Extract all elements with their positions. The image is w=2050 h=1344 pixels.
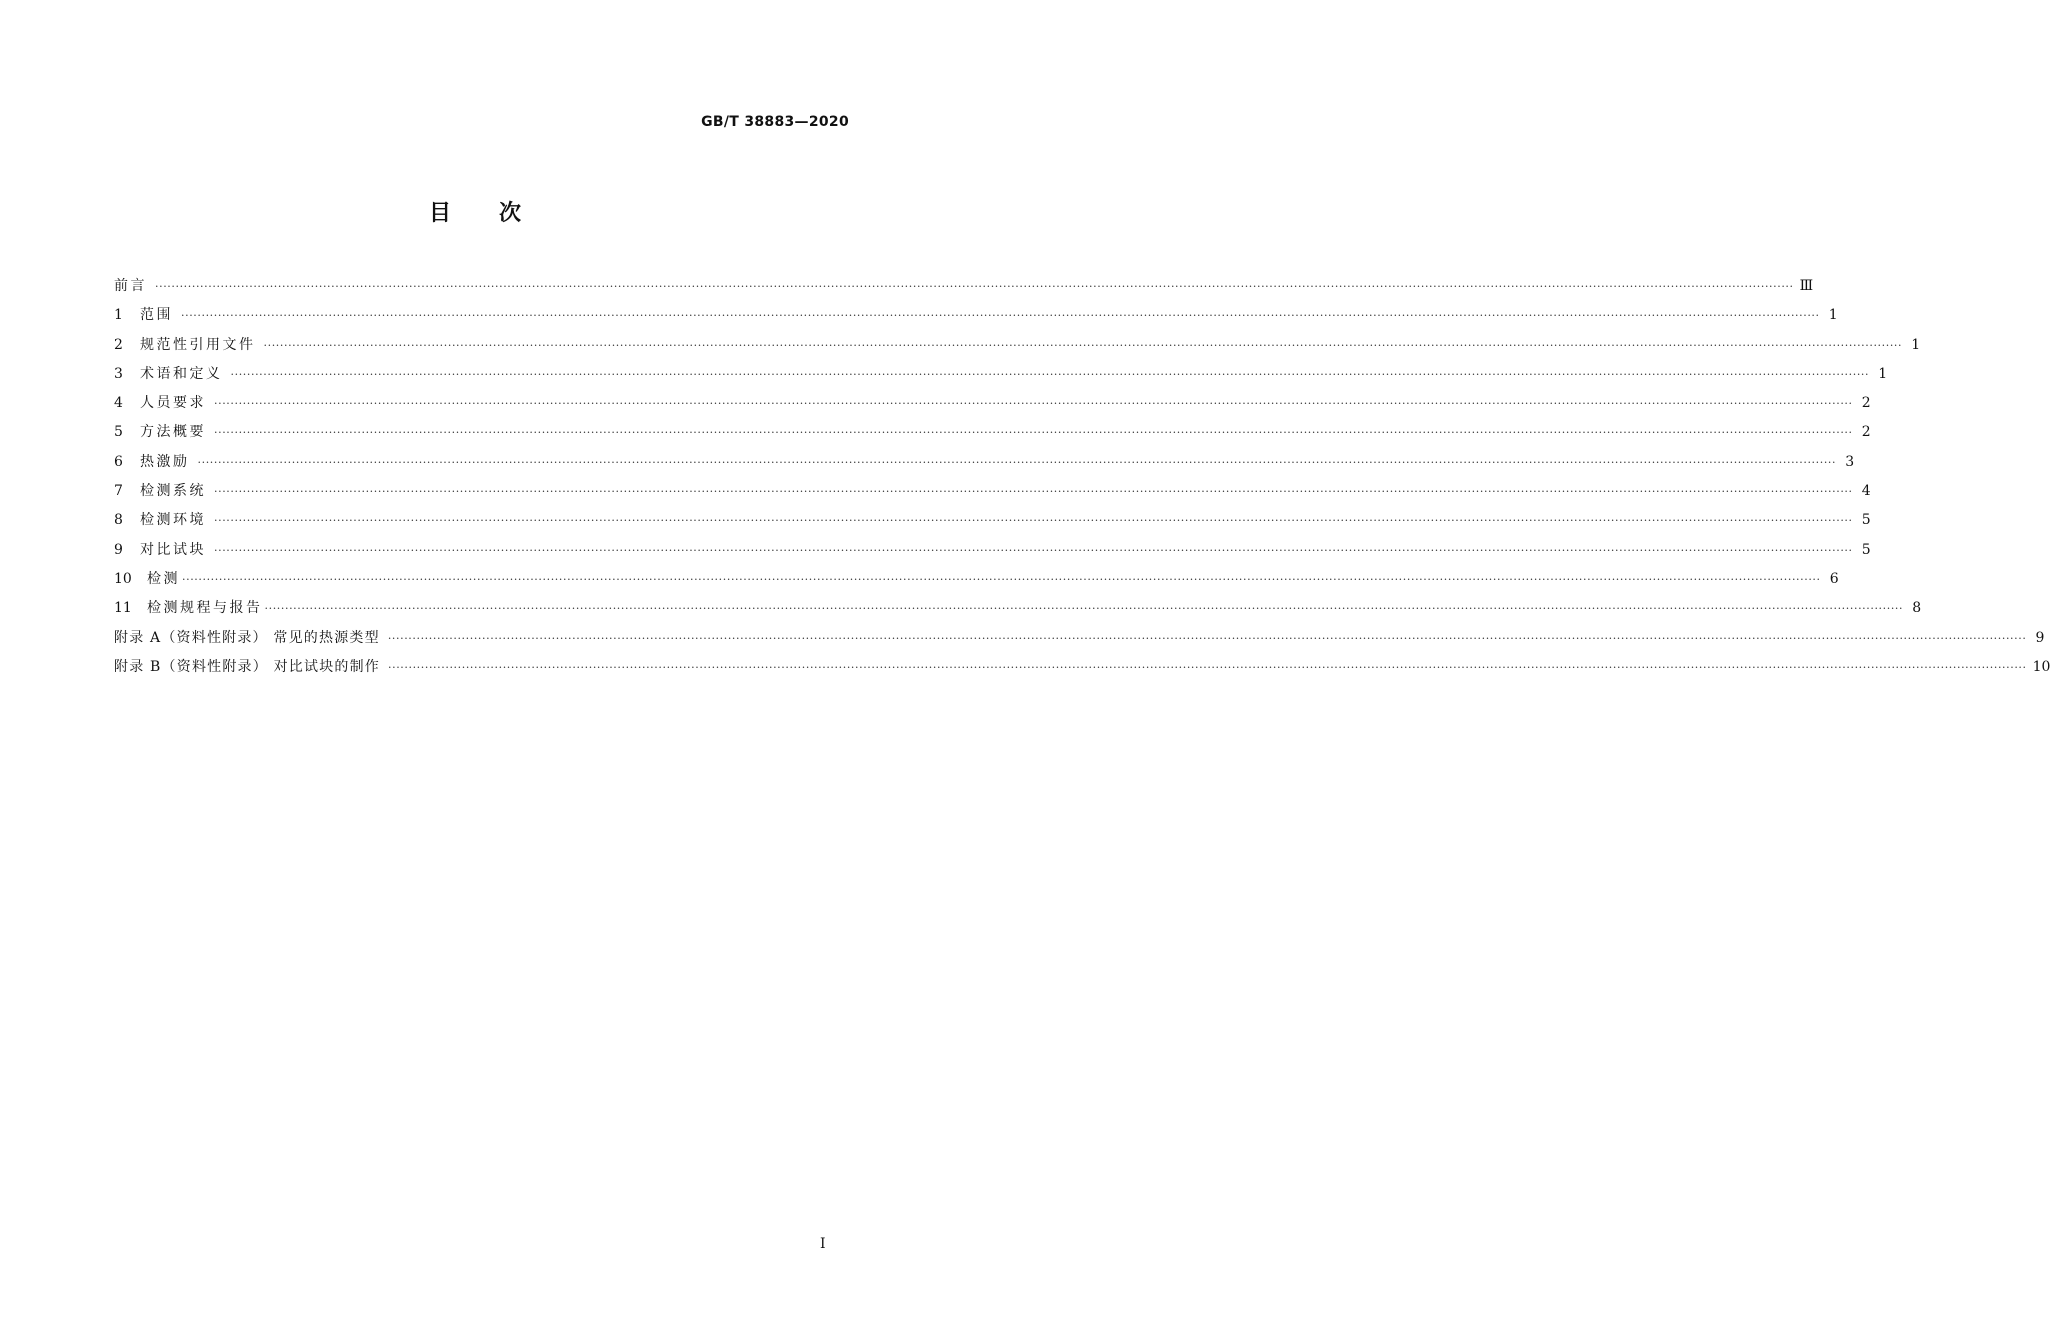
- toc-leader: ················································································································································································································································································································································································································: [387, 631, 2027, 645]
- toc-entry-title: 附录 A（资料性附录） 常见的热源类型: [114, 629, 380, 646]
- toc-entry-page: 6: [1829, 570, 1839, 587]
- toc-entry-number: 1: [114, 307, 123, 324]
- toc-entry-1[interactable]: [114, 301, 1838, 330]
- toc-entry-page: 1: [1878, 365, 1888, 382]
- toc-entry-page: 10: [2032, 658, 2050, 675]
- toc-leader: ················································································································································································································································································································································································································: [182, 572, 1821, 586]
- toc-entry-number: 11: [114, 600, 132, 617]
- toc-entry-title: 前言: [114, 278, 147, 294]
- toc-leader: ················································································································································································································································································································································································································: [214, 485, 1853, 499]
- toc-leader: ················································································································································································································································································································································································································: [214, 397, 1853, 411]
- toc-leader: ················································································································································································································································································································································································································: [214, 543, 1853, 557]
- standard-code: GB/T 38883—2020: [701, 114, 849, 130]
- toc-entry-title: 方法概要: [140, 424, 206, 441]
- toc-leader: ················································································································································································································································································································································································································: [197, 455, 1837, 469]
- toc-entry-title: 术语和定义: [140, 365, 223, 382]
- toc-entry-title: 范围: [140, 307, 173, 324]
- toc-entry-page: 5: [1861, 512, 1871, 529]
- toc-entry-9[interactable]: [114, 536, 1871, 565]
- toc-entry-number: 6: [114, 453, 123, 470]
- toc-entry-number: 10: [114, 570, 132, 587]
- toc-leader: ················································································································································································································································································································································································································: [230, 367, 1870, 381]
- toc-leader: ················································································································································································································································································································································································································: [264, 602, 1904, 616]
- toc-entry-page: 3: [1845, 453, 1855, 470]
- page-title: 目次: [428, 201, 569, 226]
- toc-entry-title: 附录 B（资料性附录） 对比试块的制作: [114, 658, 380, 675]
- toc-entry-10[interactable]: [114, 565, 1839, 594]
- toc-entry-4[interactable]: [114, 389, 1871, 418]
- toc-entry-page: 8: [1912, 600, 1922, 617]
- toc-entry-title: 热激励: [140, 453, 190, 470]
- toc-entry-page: Ⅲ: [1799, 278, 1814, 294]
- toc-entry-2[interactable]: [114, 331, 1921, 360]
- toc-entry-number: 2: [114, 336, 123, 353]
- toc-entry-number: 7: [114, 483, 123, 500]
- toc-entry-11[interactable]: [114, 594, 1922, 623]
- toc-entry-8[interactable]: [114, 506, 1871, 535]
- toc-entry-number: 5: [114, 424, 123, 441]
- toc-leader: ················································································································································································································································································································································································································: [214, 426, 1853, 440]
- toc-entry-title: 人员要求: [140, 395, 206, 412]
- page-number: I: [820, 1236, 826, 1252]
- toc-entry-page: 5: [1861, 541, 1871, 558]
- toc-entry-number: 8: [114, 512, 123, 529]
- toc-entry-7[interactable]: [114, 477, 1871, 506]
- toc-entry-3[interactable]: [114, 360, 1888, 389]
- toc-leader: ················································································································································································································································································································································································································: [388, 660, 2027, 674]
- toc-entry-page: 2: [1861, 395, 1871, 412]
- toc-entry-page: 2: [1861, 424, 1871, 441]
- toc-leader: ················································································································································································································································································································································································································: [214, 514, 1853, 528]
- toc-entry-5[interactable]: [114, 418, 1871, 447]
- toc-entry-title: 检测规程与报告: [147, 600, 263, 617]
- toc-leader: ················································································································································································································································································································································································································: [263, 338, 1903, 352]
- toc-entry-number: 9: [114, 541, 123, 558]
- toc-entry-title: 检测系统: [140, 483, 206, 500]
- toc-entry-title: 检测: [147, 570, 180, 587]
- toc-entry-foreword[interactable]: [114, 272, 1814, 301]
- toc-entry-annex-b[interactable]: [114, 653, 2050, 682]
- toc-entry-page: 9: [2035, 629, 2045, 646]
- toc-entry-title: 对比试块: [140, 541, 206, 558]
- toc-entry-page: 4: [1861, 483, 1871, 500]
- toc-leader: ················································································································································································································································································································································································································: [155, 280, 1794, 293]
- table-of-contents: [114, 272, 2050, 682]
- toc-entry-number: 3: [114, 365, 123, 382]
- toc-entry-page: 1: [1911, 336, 1921, 353]
- toc-entry-title: 检测环境: [140, 512, 206, 529]
- toc-entry-page: 1: [1828, 307, 1838, 324]
- toc-entry-title: 规范性引用文件: [140, 336, 256, 353]
- toc-entry-annex-a[interactable]: [114, 624, 2045, 653]
- toc-leader: ················································································································································································································································································································································································································: [181, 309, 1820, 323]
- toc-entry-6[interactable]: [114, 448, 1855, 477]
- toc-entry-number: 4: [114, 395, 123, 412]
